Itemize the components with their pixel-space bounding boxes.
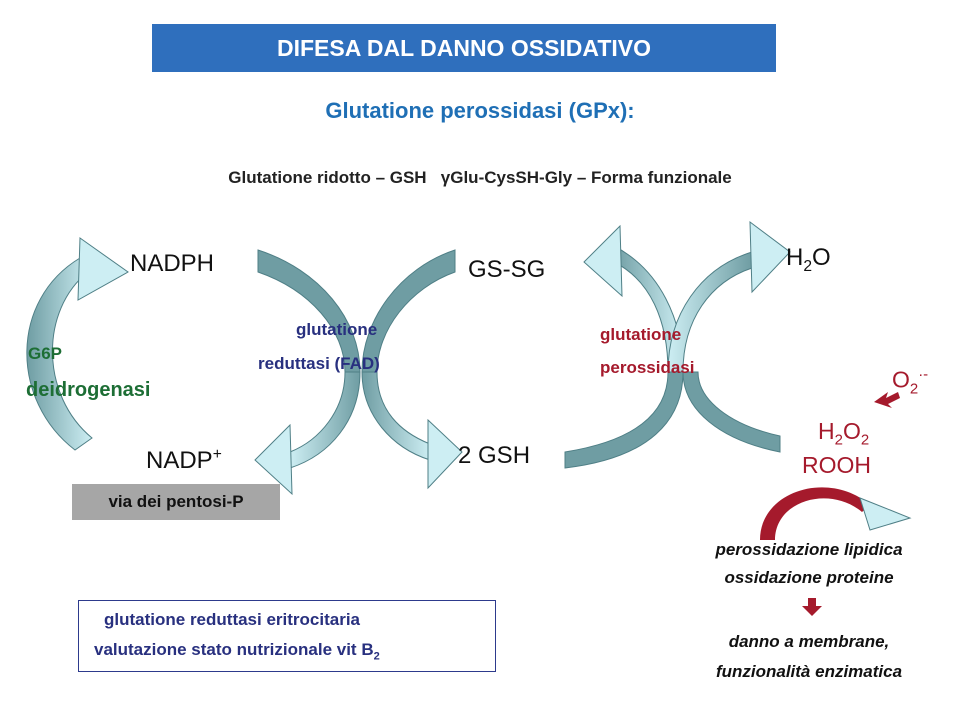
h2o-o: O [812,244,831,271]
center-left-bottom-arc [290,372,360,468]
gsh-right-text: Glu-CysSH-Gly – Forma funzionale [450,168,732,187]
pentosi-label: via dei pentosi-P [108,492,244,511]
consequence-down-arrow [802,598,822,616]
deidrogenasi-label: deidrogenasi [26,379,151,401]
note-line1: glutatione reduttasi eritrocitaria [104,610,360,629]
gssg-label: GS-SG [468,256,546,283]
note-line2-sub: 2 [373,650,380,663]
center-right-bottom-arc [362,372,430,460]
g6p-label: G6P [28,344,63,363]
reduttasi-line1: glutatione [296,320,378,339]
right-left-bottom-arc [565,372,683,468]
gamma-symbol: γ [440,168,451,187]
h2o2-sub2: 2 [860,431,870,449]
right-right-arrowhead [750,222,790,292]
peroxidation-arrowhead [860,498,910,530]
o2-base: O [892,366,910,393]
note-line2 [94,640,380,662]
o2-sup: ·- [918,366,929,383]
o2-sub: 2 [909,380,919,398]
h2o2-h: H [818,418,835,444]
reduttasi-line2: reduttasi (FAD) [258,354,380,373]
right-left-arrowhead [584,226,622,296]
subtitle: Glutatione perossidasi (GPx): [325,98,635,123]
h2o-label [786,244,831,276]
consequence-line2: ossidazione proteine [724,568,894,587]
peroxidation-curve-arrow [760,487,870,540]
left-arrowhead [78,238,128,300]
nadp-plus-label [146,446,222,475]
right-right-top-arc [668,252,752,372]
h2o2-o: O [842,418,861,444]
consequence-line3: danno a membrane, [728,632,890,651]
consequence-line1: perossidazione lipidica [715,540,903,559]
2gsh-label: 2 GSH [458,442,531,469]
pentosi-box [72,484,280,520]
nadph-label: NADPH [130,250,215,277]
rooh-label: ROOH [802,452,871,478]
gsh-left-text: Glutatione ridotto – GSH [228,168,427,187]
center-right-arrowhead [428,420,462,488]
nadp-base: NADP [146,447,213,474]
h2o-h: H [786,244,804,271]
consequence-line4: funzionalità enzimatica [715,662,903,681]
perossidasi-line1: glutatione [600,325,682,344]
h2o2-label [818,418,869,449]
superoxide-label [892,366,928,397]
nadp-sup: + [212,446,222,463]
note-line2-text: valutazione stato nutrizionale vit B [94,640,374,659]
h2o-sub: 2 [803,257,813,275]
right-right-bottom-arc [683,372,780,452]
h2o2-sub1: 2 [834,431,843,449]
page-title: DIFESA DAL DANNO OSSIDATIVO [277,34,651,61]
perossidasi-line2: perossidasi [600,358,695,377]
